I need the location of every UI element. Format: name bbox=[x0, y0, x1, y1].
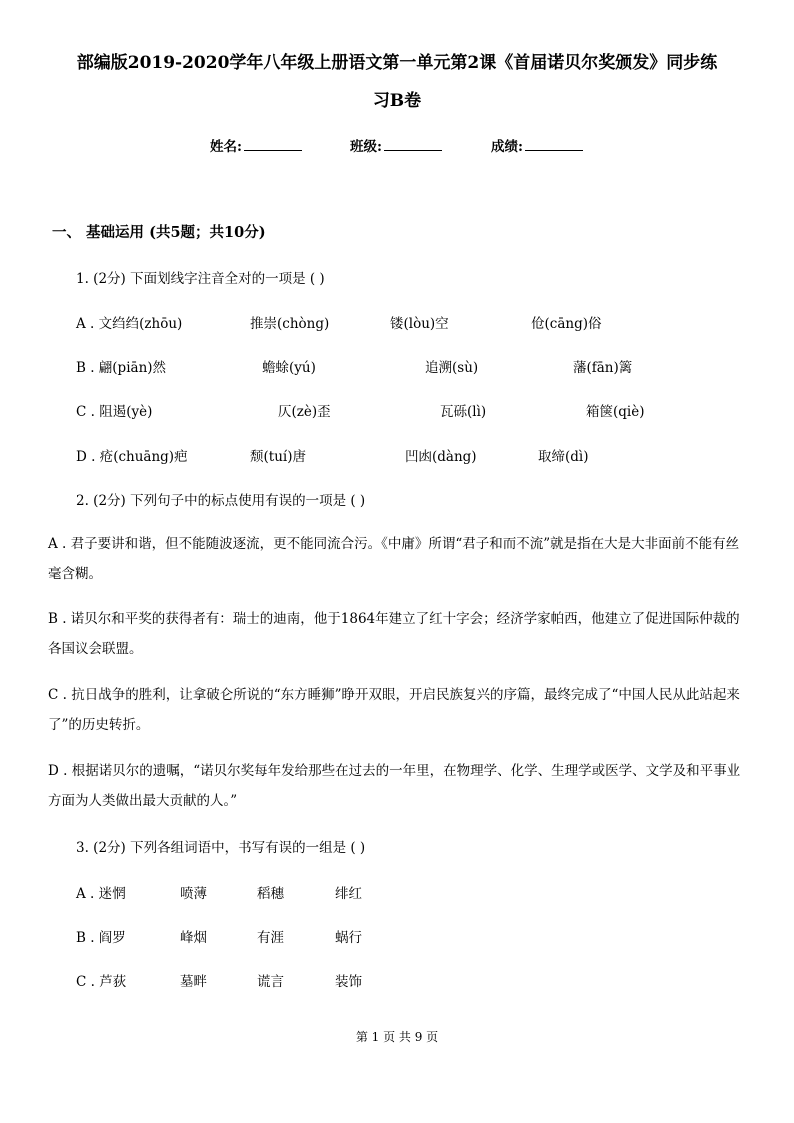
q1-option-c-2: 仄(zè)歪 bbox=[278, 404, 331, 420]
q1-option-d-4: 取缔(dì) bbox=[538, 449, 589, 465]
score-label: 成绩: bbox=[491, 139, 523, 155]
q1-option-c-4: 箱箧(qiè) bbox=[586, 404, 645, 420]
q1-option-a-3: 镂(lòu)空 bbox=[390, 316, 449, 332]
q2-option-a: A . 君子要讲和谐，但不能随波逐流，更不能同流合污。《中庸》所谓“君子和而不流”就是指在大是大非面前不能有丝毫含糊。 bbox=[48, 536, 740, 582]
question-3-stem: 3. (2分) 下列各组词语中，书写有误的一组是 ( ) bbox=[76, 840, 366, 856]
class-blank bbox=[384, 136, 442, 151]
q1-option-d-1: D . 疮(chuāng)疤 bbox=[76, 449, 188, 465]
section-heading: 一、 基础运用 (共5题；共10分) bbox=[52, 224, 266, 241]
q3-option-b-4: 蜗行 bbox=[335, 930, 362, 946]
q3-option-a-1: A . 迷惘 bbox=[76, 886, 126, 902]
class-label: 班级: bbox=[350, 139, 382, 155]
q3-option-a-3: 稻穗 bbox=[257, 886, 284, 902]
name-blank bbox=[244, 136, 302, 151]
q1-option-b-4: 藩(fān)篱 bbox=[573, 360, 633, 376]
q3-option-c-4: 装饰 bbox=[335, 974, 362, 990]
q3-option-b-3: 有涯 bbox=[257, 930, 284, 946]
q3-option-c-3: 谎言 bbox=[257, 974, 284, 990]
q2-option-c: C . 抗日战争的胜利，让拿破仑所说的“东方睡狮”睁开双眼，开启民族复兴的序篇，最终完成了“中国人民从此站起来了”的历史转折。 bbox=[48, 687, 740, 733]
q1-option-b-2: 蟾蜍(yú) bbox=[262, 360, 316, 376]
q1-option-b-1: B . 翩(piān)然 bbox=[76, 360, 167, 376]
name-field bbox=[210, 135, 302, 155]
q2-option-b: B . 诺贝尔和平奖的获得者有：瑞士的迪南，他于1864年建立了红十字会；经济学家帕西，他建立了促进国际仲裁的各国议会联盟。 bbox=[48, 611, 740, 657]
q1-option-d-3: 凹凼(dàng) bbox=[405, 449, 477, 465]
page-title-line1: 部编版2019-2020学年八年级上册语文第一单元第2课《首届诺贝尔奖颁发》同步练 bbox=[76, 53, 718, 73]
q3-option-a-2: 喷薄 bbox=[180, 886, 207, 902]
q1-option-c-1: C . 阻遏(yè) bbox=[76, 404, 153, 420]
q3-option-c-2: 墓畔 bbox=[180, 974, 207, 990]
q3-option-b-1: B . 阎罗 bbox=[76, 930, 126, 946]
q1-option-c-3: 瓦砾(lì) bbox=[440, 404, 487, 420]
score-blank bbox=[525, 136, 583, 151]
q1-option-a-1: A . 文绉绉(zhōu) bbox=[76, 316, 183, 332]
page-title-line2: 习B卷 bbox=[372, 91, 422, 111]
q2-option-d: D . 根据诺贝尔的遗嘱，“诺贝尔奖每年发给那些在过去的一年里，在物理学、化学、生理学或医学、文学及和平事业方面为人类做出最大贡献的人。” bbox=[48, 763, 741, 809]
question-1-stem: 1. (2分) 下面划线字注音全对的一项是 ( ) bbox=[76, 271, 325, 287]
name-label: 姓名: bbox=[210, 139, 242, 155]
q3-option-b-2: 峰烟 bbox=[180, 930, 207, 946]
question-2-stem: 2. (2分) 下列句子中的标点使用有误的一项是 ( ) bbox=[76, 493, 366, 509]
q3-option-a-4: 绯红 bbox=[335, 886, 362, 902]
q1-option-a-4: 伧(cāng)俗 bbox=[531, 316, 602, 332]
page-footer: 第 1 页 共 9 页 bbox=[355, 1030, 439, 1044]
q1-option-d-2: 颓(tuí)唐 bbox=[250, 449, 306, 465]
q3-option-c-1: C . 芦荻 bbox=[76, 974, 127, 990]
q1-option-a-2: 推崇(chòng) bbox=[250, 316, 330, 332]
q1-option-b-3: 追溯(sù) bbox=[425, 360, 479, 376]
score-field bbox=[491, 135, 583, 155]
class-field bbox=[350, 135, 442, 155]
